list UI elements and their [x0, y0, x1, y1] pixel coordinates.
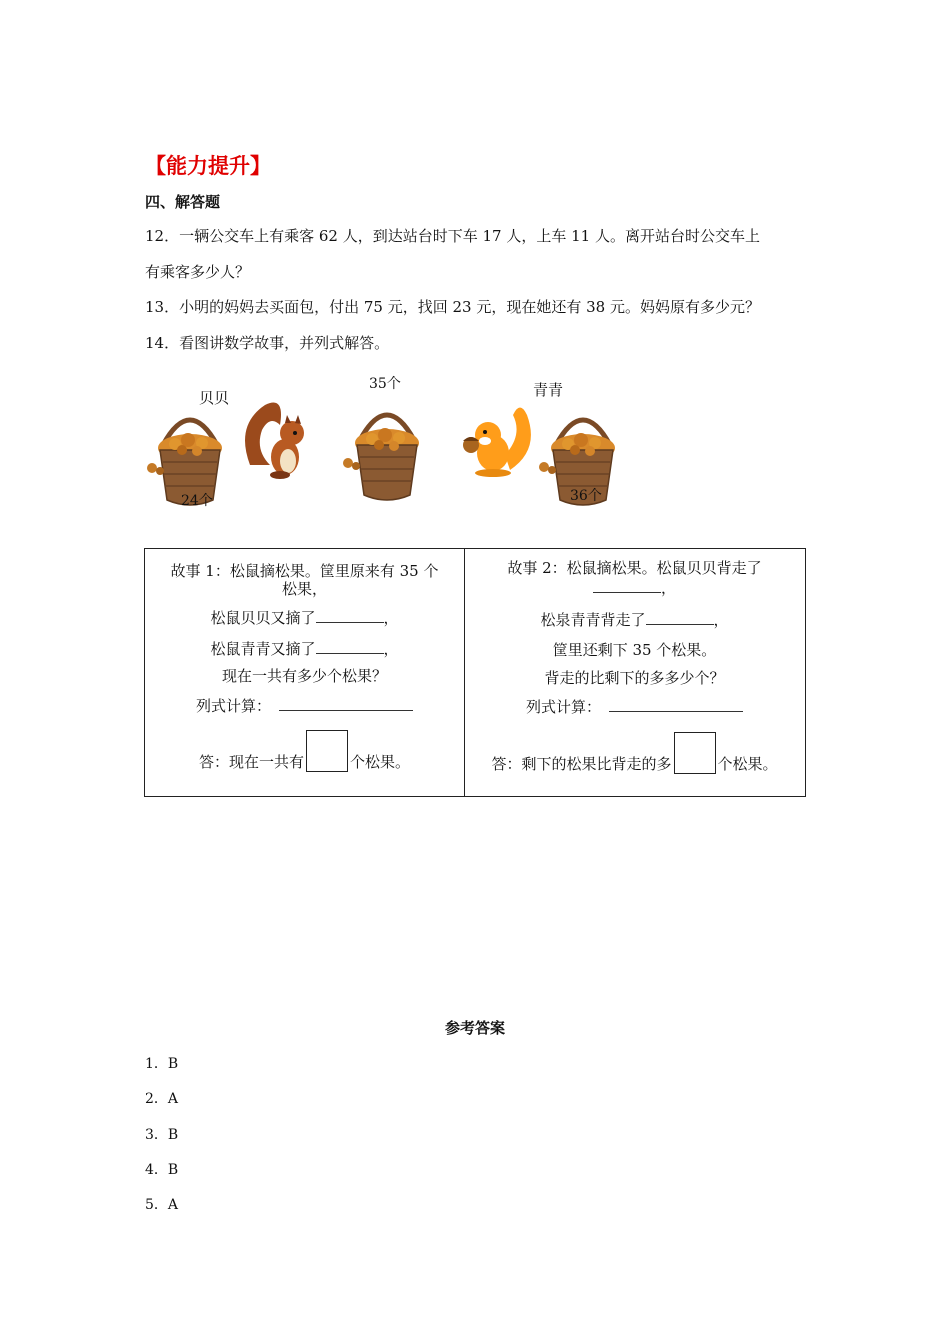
count-basket-center: 35个: [369, 376, 401, 392]
story2-answer-pre: 答：剩下的松果比背走的多: [491, 755, 672, 773]
story2-calc-blank[interactable]: [609, 697, 743, 712]
answers-title: 参考答案: [444, 1019, 505, 1037]
blank-beibei-carried[interactable]: [593, 578, 661, 593]
story2-line2: [465, 578, 804, 598]
story1-line4-comma: ，: [383, 640, 399, 658]
question-12-line1: 12．一辆公交车上有乘客 62 人，到达站台时下车 17 人，上车 11 人。离开站台时公交车上: [145, 227, 760, 245]
section-title: 【能力提升】: [145, 154, 271, 178]
story2-calc-label: 列式计算：: [525, 698, 601, 716]
story1-answer-pre: 答：现在一共有: [198, 753, 304, 771]
story2-answer: [465, 732, 804, 774]
story1-calc-label: 列式计算：: [195, 697, 271, 715]
count-basket-beibei: 24个: [181, 493, 213, 509]
story2-line3-text: 松泉青青背走了: [540, 611, 646, 629]
story1-answer: [145, 730, 464, 772]
story2-line2-comma: ，: [660, 579, 676, 597]
answer-1: 1．B: [145, 1056, 179, 1072]
story1-cell: [145, 549, 465, 796]
story2-cell: [465, 549, 804, 796]
story1-calc-blank[interactable]: [279, 696, 413, 711]
story1-line4-text: 松鼠青青又摘了: [210, 640, 316, 658]
story1-line3-comma: ，: [383, 609, 399, 627]
count-basket-qingqing: 36个: [570, 488, 602, 504]
story1-calc: [145, 696, 464, 716]
blank-beibei-picked[interactable]: [316, 608, 384, 623]
squirrel-beibei-icon: [245, 403, 304, 480]
story2-answer-post: 个松果。: [717, 755, 778, 773]
answer-2: 2．A: [145, 1091, 179, 1107]
basket-center: [355, 415, 419, 500]
question-14: 14．看图讲数学故事，并列式解答。: [145, 334, 390, 352]
story1-line3-text: 松鼠贝贝又摘了: [210, 609, 316, 627]
blank-qingqing-picked[interactable]: [316, 639, 384, 654]
blank-qingqing-carried[interactable]: [646, 610, 714, 625]
story1-answer-post: 个松果。: [350, 753, 411, 771]
story2-line1: 故事 2：松鼠摘松果。松鼠贝贝背走了: [507, 559, 762, 577]
question-12-line2: 有乘客多少人？: [145, 263, 251, 281]
story1-line4: [145, 639, 464, 659]
story1-answer-box[interactable]: [306, 730, 348, 772]
story2-line3: [465, 610, 804, 630]
story-table: [144, 548, 806, 797]
story1-line5: 现在一共有多少个松果？: [221, 667, 387, 685]
story1-line1: 故事 1：松鼠摘松果。筐里原来有 35 个: [170, 562, 439, 580]
question-13: 13．小明的妈妈去买面包，付出 75 元，找回 23 元，现在她还有 38 元。妈妈原有多少元？: [145, 298, 760, 316]
story2-line3-comma: ，: [713, 611, 729, 629]
story2-calc: [465, 697, 804, 717]
story2-answer-box[interactable]: [674, 732, 716, 774]
label-beibei: 贝贝: [199, 389, 230, 407]
story2-line5: 背走的比剩下的多多少个？: [544, 669, 725, 687]
story1-line2: 松果，: [281, 580, 327, 598]
answer-3: 3．B: [145, 1127, 179, 1143]
story2-line4: 筐里还剩下 35 个松果。: [552, 641, 717, 659]
story1-line3: [145, 608, 464, 628]
sub-heading: 四、解答题: [145, 193, 221, 211]
answer-5: 5．A: [145, 1197, 179, 1213]
label-qingqing: 青青: [533, 381, 564, 399]
squirrel-qingqing-icon: [463, 408, 531, 478]
answer-4: 4．B: [145, 1162, 179, 1178]
